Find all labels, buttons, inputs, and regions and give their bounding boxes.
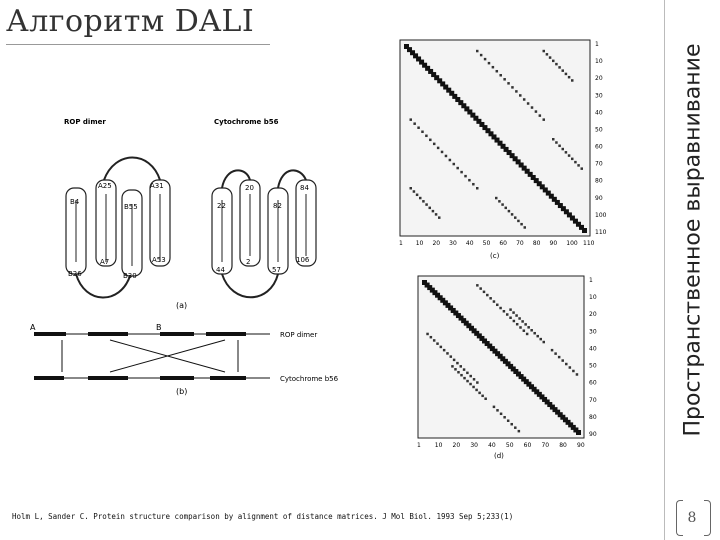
residue-label: 20 [245, 184, 254, 192]
matrix-dot [552, 60, 555, 63]
matrix-dot [539, 114, 542, 117]
residue-label: B26 [68, 270, 82, 278]
matrix-dot [456, 167, 459, 170]
matrix-dot [443, 349, 446, 352]
matrix-dot [464, 175, 467, 178]
matrix-x-tick: 10 [415, 240, 424, 247]
matrix-dot [416, 194, 419, 197]
matrix-dot [571, 158, 574, 161]
matrix-dot [453, 359, 456, 362]
panel-label-c: (c) [490, 252, 500, 260]
matrix-dot [419, 197, 422, 200]
matrix-dot [478, 392, 481, 395]
matrix-dot [493, 406, 496, 409]
matrix-dot [456, 362, 459, 365]
matrix-dot [492, 66, 495, 69]
matrix-y-tick: 40 [595, 109, 603, 117]
matrix-y-tick: 20 [589, 311, 597, 319]
residue-label: 106 [296, 256, 310, 264]
matrix-dot [524, 226, 527, 229]
matrix-c-panel [399, 40, 607, 260]
matrix-dot [523, 98, 526, 101]
matrix-dot [449, 159, 452, 162]
matrix-dot [527, 102, 530, 105]
panel-label-a: (a) [176, 301, 188, 310]
matrix-x-tick: 40 [488, 442, 496, 449]
panel-label-d: (d) [494, 452, 504, 460]
matrix-dot [535, 110, 538, 113]
matrix-dot [543, 118, 546, 121]
matrix-dot [473, 378, 476, 381]
matrix-dot [546, 53, 549, 56]
matrix-y-tick: 70 [589, 396, 597, 404]
alignment-letter-a: A [30, 323, 36, 332]
matrix-dot [509, 308, 512, 311]
matrix-y-tick: 30 [595, 92, 603, 100]
matrix-dot [499, 307, 502, 310]
matrix-dot [486, 294, 489, 297]
matrix-dot [437, 147, 440, 150]
matrix-dot [530, 329, 533, 332]
matrix-dot [576, 373, 579, 376]
matrix-dot [421, 131, 424, 134]
matrix-dot [457, 371, 460, 374]
matrix-dot [569, 366, 572, 369]
matrix-dot [500, 413, 503, 416]
matrix-y-ticks [589, 277, 597, 438]
matrix-x-tick: 90 [577, 442, 585, 449]
matrix-dot [466, 372, 469, 375]
matrix-dot [582, 228, 587, 233]
residue-label: B55 [124, 203, 138, 211]
matrix-y-tick: 20 [595, 75, 603, 83]
panel-label-b: (b) [176, 387, 188, 396]
matrix-dot [536, 335, 539, 338]
matrix-x-tick: 70 [516, 240, 524, 247]
residue-label: 44 [216, 266, 225, 274]
topology-left-title: ROP dimer [64, 118, 106, 126]
matrix-dot [468, 179, 471, 182]
matrix-dot [463, 368, 466, 371]
matrix-x-tick: 30 [449, 240, 457, 247]
matrix-y-tick: 10 [589, 294, 597, 302]
matrix-dot [507, 82, 510, 85]
matrix-dot [520, 223, 523, 226]
matrix-dot [472, 183, 475, 186]
matrix-dot [549, 56, 552, 59]
residue-label: A7 [100, 258, 110, 266]
matrix-x-ticks [417, 442, 585, 449]
matrix-dot [475, 389, 478, 392]
matrix-y-tick: 50 [595, 126, 603, 134]
matrix-y-tick: 30 [589, 328, 597, 336]
residue-label: 82 [273, 202, 282, 210]
matrix-dot [574, 161, 577, 164]
matrix-dot [521, 320, 524, 323]
matrix-x-tick: 110 [583, 240, 595, 247]
matrix-dot [505, 207, 508, 210]
matrix-dot [568, 76, 571, 79]
matrix-dot [469, 375, 472, 378]
matrix-dot [543, 50, 546, 53]
matrix-y-tick: 40 [589, 345, 597, 353]
alignment-row1-label: ROP dimer [280, 331, 318, 339]
matrix-dot [417, 126, 420, 128]
matrix-x-tick: 60 [523, 442, 532, 449]
matrix-dot [577, 164, 580, 167]
matrix-dot [496, 409, 499, 412]
matrix-x-tick: 70 [541, 442, 550, 449]
matrix-dot [503, 416, 506, 419]
alignment-row2-label: Cytochrome b56 [280, 375, 339, 383]
topology-right-title: Cytochrome b56 [214, 118, 279, 126]
matrix-dot [460, 365, 463, 368]
residue-label: B4 [70, 198, 80, 206]
matrix-dot [515, 90, 518, 93]
matrix-dot [551, 349, 554, 352]
matrix-dot [555, 63, 558, 66]
matrix-dot [476, 284, 479, 287]
matrix-dot [446, 352, 449, 355]
matrix-y-tick: 80 [595, 177, 603, 185]
matrix-dot [426, 333, 429, 336]
matrix-dot [523, 329, 526, 332]
matrix-dot [543, 341, 546, 344]
matrix-dot [498, 200, 501, 203]
matrix-dot [425, 203, 428, 206]
matrix-dot [501, 203, 504, 206]
residue-label: 84 [300, 184, 309, 192]
matrix-dot [476, 381, 479, 384]
matrix-dot [565, 73, 568, 76]
matrix-dot [413, 122, 416, 125]
matrix-dot [480, 54, 483, 57]
matrix-dot [511, 86, 514, 89]
matrix-dot [552, 138, 555, 141]
matrix-dot [565, 151, 568, 154]
matrix-x-tick: 100 [566, 240, 578, 247]
matrix-y-tick: 90 [595, 194, 603, 202]
matrix-y-tick: 80 [589, 413, 597, 421]
matrix-x-tick: 80 [532, 240, 541, 247]
matrix-x-ticks [399, 240, 595, 247]
matrix-dot [531, 106, 534, 109]
matrix-dot [558, 145, 561, 148]
side-title: Пространственное выравнивание [680, 43, 706, 437]
topology-panel [64, 118, 316, 310]
matrix-y-tick: 50 [589, 362, 597, 370]
matrix-y-tick: 60 [595, 143, 603, 151]
matrix-dot [515, 314, 518, 317]
matrix-dot [472, 386, 475, 389]
matrix-dot [425, 135, 428, 138]
matrix-dot [496, 70, 499, 73]
matrix-dot [565, 363, 568, 366]
matrix-x-tick: 1 [399, 240, 403, 247]
matrix-dot [466, 380, 469, 383]
matrix-dot [508, 210, 511, 213]
matrix-dot [539, 338, 542, 341]
matrix-x-tick: 10 [434, 442, 443, 449]
matrix-dot [568, 154, 571, 157]
matrix-y-tick: 1 [589, 277, 593, 284]
alignment-letter-b: B [156, 323, 162, 332]
matrix-dot [463, 377, 466, 380]
matrix-x-tick: 50 [482, 240, 491, 247]
matrix-dot [429, 207, 432, 210]
matrix-dot [460, 171, 463, 174]
matrix-dot [554, 352, 557, 355]
slide-title: Алгоритм DALI [6, 4, 255, 39]
matrix-dot [519, 94, 522, 97]
matrix-dot [483, 291, 486, 294]
matrix-dot [445, 155, 448, 158]
matrix-dot [489, 297, 492, 300]
matrix-dot [433, 339, 436, 342]
sidebar-divider [664, 0, 665, 540]
residue-label: 22 [217, 202, 226, 210]
matrix-dot [518, 317, 521, 320]
loop-connector [76, 274, 130, 298]
matrix-dot [561, 359, 564, 362]
matrix-dot [517, 220, 520, 223]
matrix-dot [526, 333, 529, 336]
matrix-dot [511, 213, 514, 216]
matrix-x-tick: 60 [499, 240, 508, 247]
matrix-y-tick: 1 [595, 41, 599, 48]
matrix-dot [479, 287, 482, 290]
matrix-x-tick: 90 [549, 240, 558, 247]
matrix-dot [507, 419, 510, 422]
matrix-dot [509, 317, 512, 320]
residue-label: A53 [152, 256, 166, 264]
matrix-d-panel [417, 276, 597, 460]
residue-label: A25 [98, 182, 112, 190]
matrix-y-tick: 60 [589, 379, 597, 387]
matrix-dot [495, 197, 498, 200]
matrix-dot [476, 187, 479, 190]
matrix-dot [555, 141, 558, 144]
matrix-dot [454, 368, 457, 371]
matrix-dot [503, 310, 506, 313]
matrix-x-tick: 20 [452, 442, 461, 449]
matrix-dot [481, 395, 484, 398]
matrix-dot [469, 383, 472, 386]
residue-label: 2 [246, 258, 251, 266]
matrix-dot [558, 356, 561, 359]
matrix-dot [430, 336, 433, 339]
matrix-dot [484, 398, 487, 401]
matrix-x-tick: 40 [465, 240, 474, 247]
matrix-dot [518, 430, 521, 433]
matrix-dot [506, 313, 509, 316]
matrix-dot [413, 190, 416, 193]
alignment-panel [30, 323, 339, 396]
residue-label: A31 [150, 182, 164, 190]
matrix-dot [438, 216, 441, 219]
matrix-dot [410, 187, 413, 190]
matrix-dot [433, 143, 436, 146]
matrix-dot [514, 216, 517, 219]
matrix-dot [533, 332, 536, 335]
matrix-x-tick: 1 [417, 442, 421, 449]
matrix-dot [440, 346, 443, 349]
matrix-dot [527, 326, 530, 329]
matrix-dot [488, 62, 491, 65]
matrix-dot [450, 355, 453, 358]
matrix-dot [516, 323, 519, 326]
matrix-dot [503, 78, 506, 81]
matrix-dot [441, 151, 444, 154]
matrix-dot [435, 213, 438, 216]
matrix-y-tick: 100 [595, 211, 607, 219]
matrix-x-tick: 80 [559, 442, 567, 449]
matrix-dot [453, 163, 456, 166]
matrix-dot [562, 148, 565, 151]
matrix-dot [499, 74, 502, 77]
matrix-dot [451, 365, 454, 368]
matrix-dot [519, 326, 522, 329]
matrix-dot [571, 79, 574, 82]
matrix-dot [432, 210, 435, 213]
matrix-dot [422, 200, 425, 203]
residue-label: B30 [123, 272, 137, 280]
matrix-dot [496, 304, 499, 307]
matrix-dot [581, 167, 584, 170]
loop-connector [222, 274, 278, 297]
matrix-x-tick: 50 [505, 442, 514, 449]
matrix-x-tick: 30 [470, 442, 478, 449]
matrix-y-tick: 110 [595, 229, 607, 236]
matrix-dot [484, 58, 487, 61]
matrix-dot [513, 320, 516, 323]
matrix-dot [429, 139, 432, 142]
matrix-dot [460, 374, 463, 377]
matrix-dot [493, 300, 496, 303]
matrix-dot [562, 69, 565, 72]
matrix-y-ticks [595, 41, 607, 236]
matrix-x-tick: 20 [432, 240, 441, 247]
residue-label: 57 [272, 266, 281, 274]
matrix-dot [512, 311, 515, 314]
page-number: 8 [687, 510, 697, 526]
matrix-y-tick: 10 [595, 58, 603, 66]
matrix-dot [476, 50, 479, 53]
matrix-y-tick: 90 [589, 431, 597, 438]
matrix-dot [524, 323, 527, 326]
loop-connector [104, 158, 160, 181]
citation: Holm L, Sander C. Protein structure comparison by alignment of distance matrices. J Mol Biol. 1993 Sep 5;233(1) [12, 512, 514, 521]
matrix-dot [510, 423, 513, 426]
matrix-dot [572, 370, 575, 373]
matrix-dot [410, 118, 413, 121]
matrix-y-tick: 70 [595, 160, 603, 168]
matrix-dot [558, 66, 561, 69]
matrix-dot [514, 426, 517, 429]
matrix-dot [576, 430, 581, 435]
matrix-dot [436, 342, 439, 345]
